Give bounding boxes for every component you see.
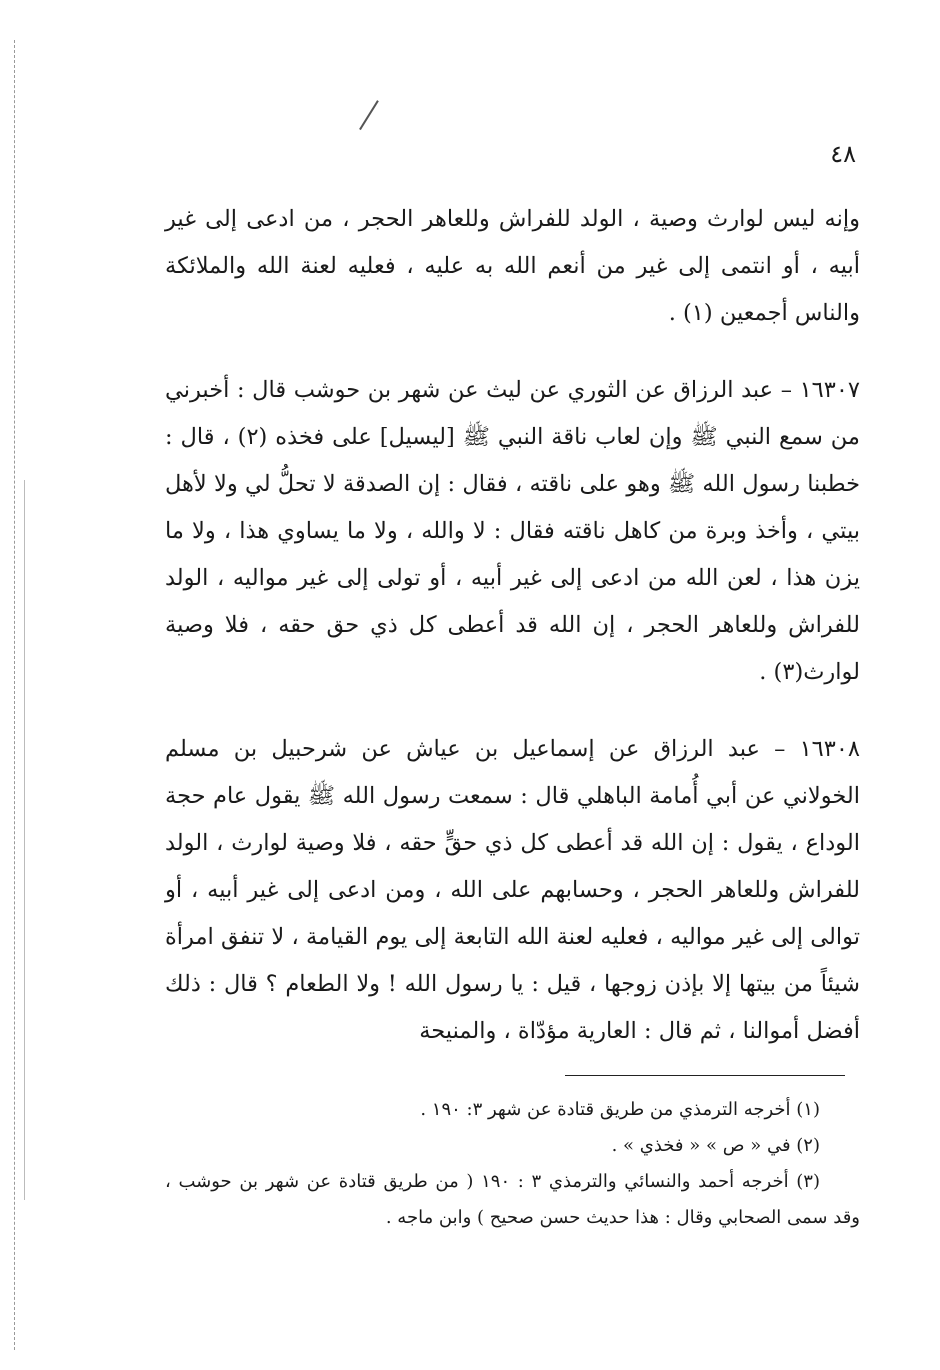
page-number: ٤٨ <box>830 140 856 168</box>
scan-edge-line <box>14 40 15 1350</box>
footnote-2: (٢) في « ص » « فخذي » . <box>611 1135 820 1156</box>
footnotes <box>165 1092 860 1236</box>
footnote-3: (٣) أخرجه أحمد والنسائي والترمذي ٣ : ١٩٠ ( من طريق قتادة عن شهر بن حوشب ، وقد سمى الصحابي وقال : هذا حديث حسن صحيح ) وابن ماجه . <box>165 1171 860 1228</box>
footnote-1: (١) أخرجه الترمذي من طريق قتادة عن شهر ٣: ١٩٠ . <box>420 1099 820 1120</box>
footnote-separator <box>565 1075 845 1076</box>
paragraph-continuation: وإنه ليس لوارث وصية ، الولد للفراش وللعاهر الحجر ، من ادعى إلى غير أبيه ، أو انتمى إلى غير من أنعم الله به عليه ، فعليه لعنة الله والملائكة والناس أجمعين (١) . <box>165 206 860 326</box>
pen-mark <box>359 100 378 130</box>
scan-edge-line <box>24 480 25 1200</box>
page-body <box>165 140 860 1055</box>
hadith-16307: ١٦٣٠٧ – عبد الرزاق عن الثوري عن ليث عن شهر بن حوشب قال : أخبرني من سمع النبي ﷺ وإن لعاب ناقة النبي ﷺ [ليسيل] على فخذه (٢) ، قال : خطبنا رسول الله ﷺ وهو على ناقته ، فقال : إن الصدقة لا تحلُّ لي ولا لأهل بيتي ، وأخذ وبرة من كاهل ناقته فقال : لا والله ، ولا ما يساوي هذا ، ولا ما يزن هذا ، لعن الله من ادعى إلى غير أبيه ، أو تولى إلى غير مواليه ، الولد للفراش وللعاهر الحجر ، إن الله قد أعطى كل ذي حق حقه ، فلا وصية لوارث(٣) . <box>165 377 860 685</box>
hadith-16308: ١٦٣٠٨ – عبد الرزاق عن إسماعيل بن عياش عن شرحبيل بن مسلم الخولاني عن أبي أُمامة الباهلي قال : سمعت رسول الله ﷺ يقول عام حجة الوداع ، يقول : إن الله قد أعطى كل ذي حقٍّ حقه ، فلا وصية لوارث ، الولد للفراش وللعاهر الحجر ، وحسابهم على الله ، ومن ادعى إلى غير أبيه ، أو توالى إلى غير مواليه ، فعليه لعنة الله التابعة إلى يوم القيامة ، لا تنفق امرأة شيئاً من بيتها إلا بإذن زوجها ، قيل : يا رسول الله ! ولا الطعام ؟ قال : ذلك أفضل أموالنا ، ثم قال : العارية مؤدّاة ، والمنيحة <box>165 736 860 1044</box>
